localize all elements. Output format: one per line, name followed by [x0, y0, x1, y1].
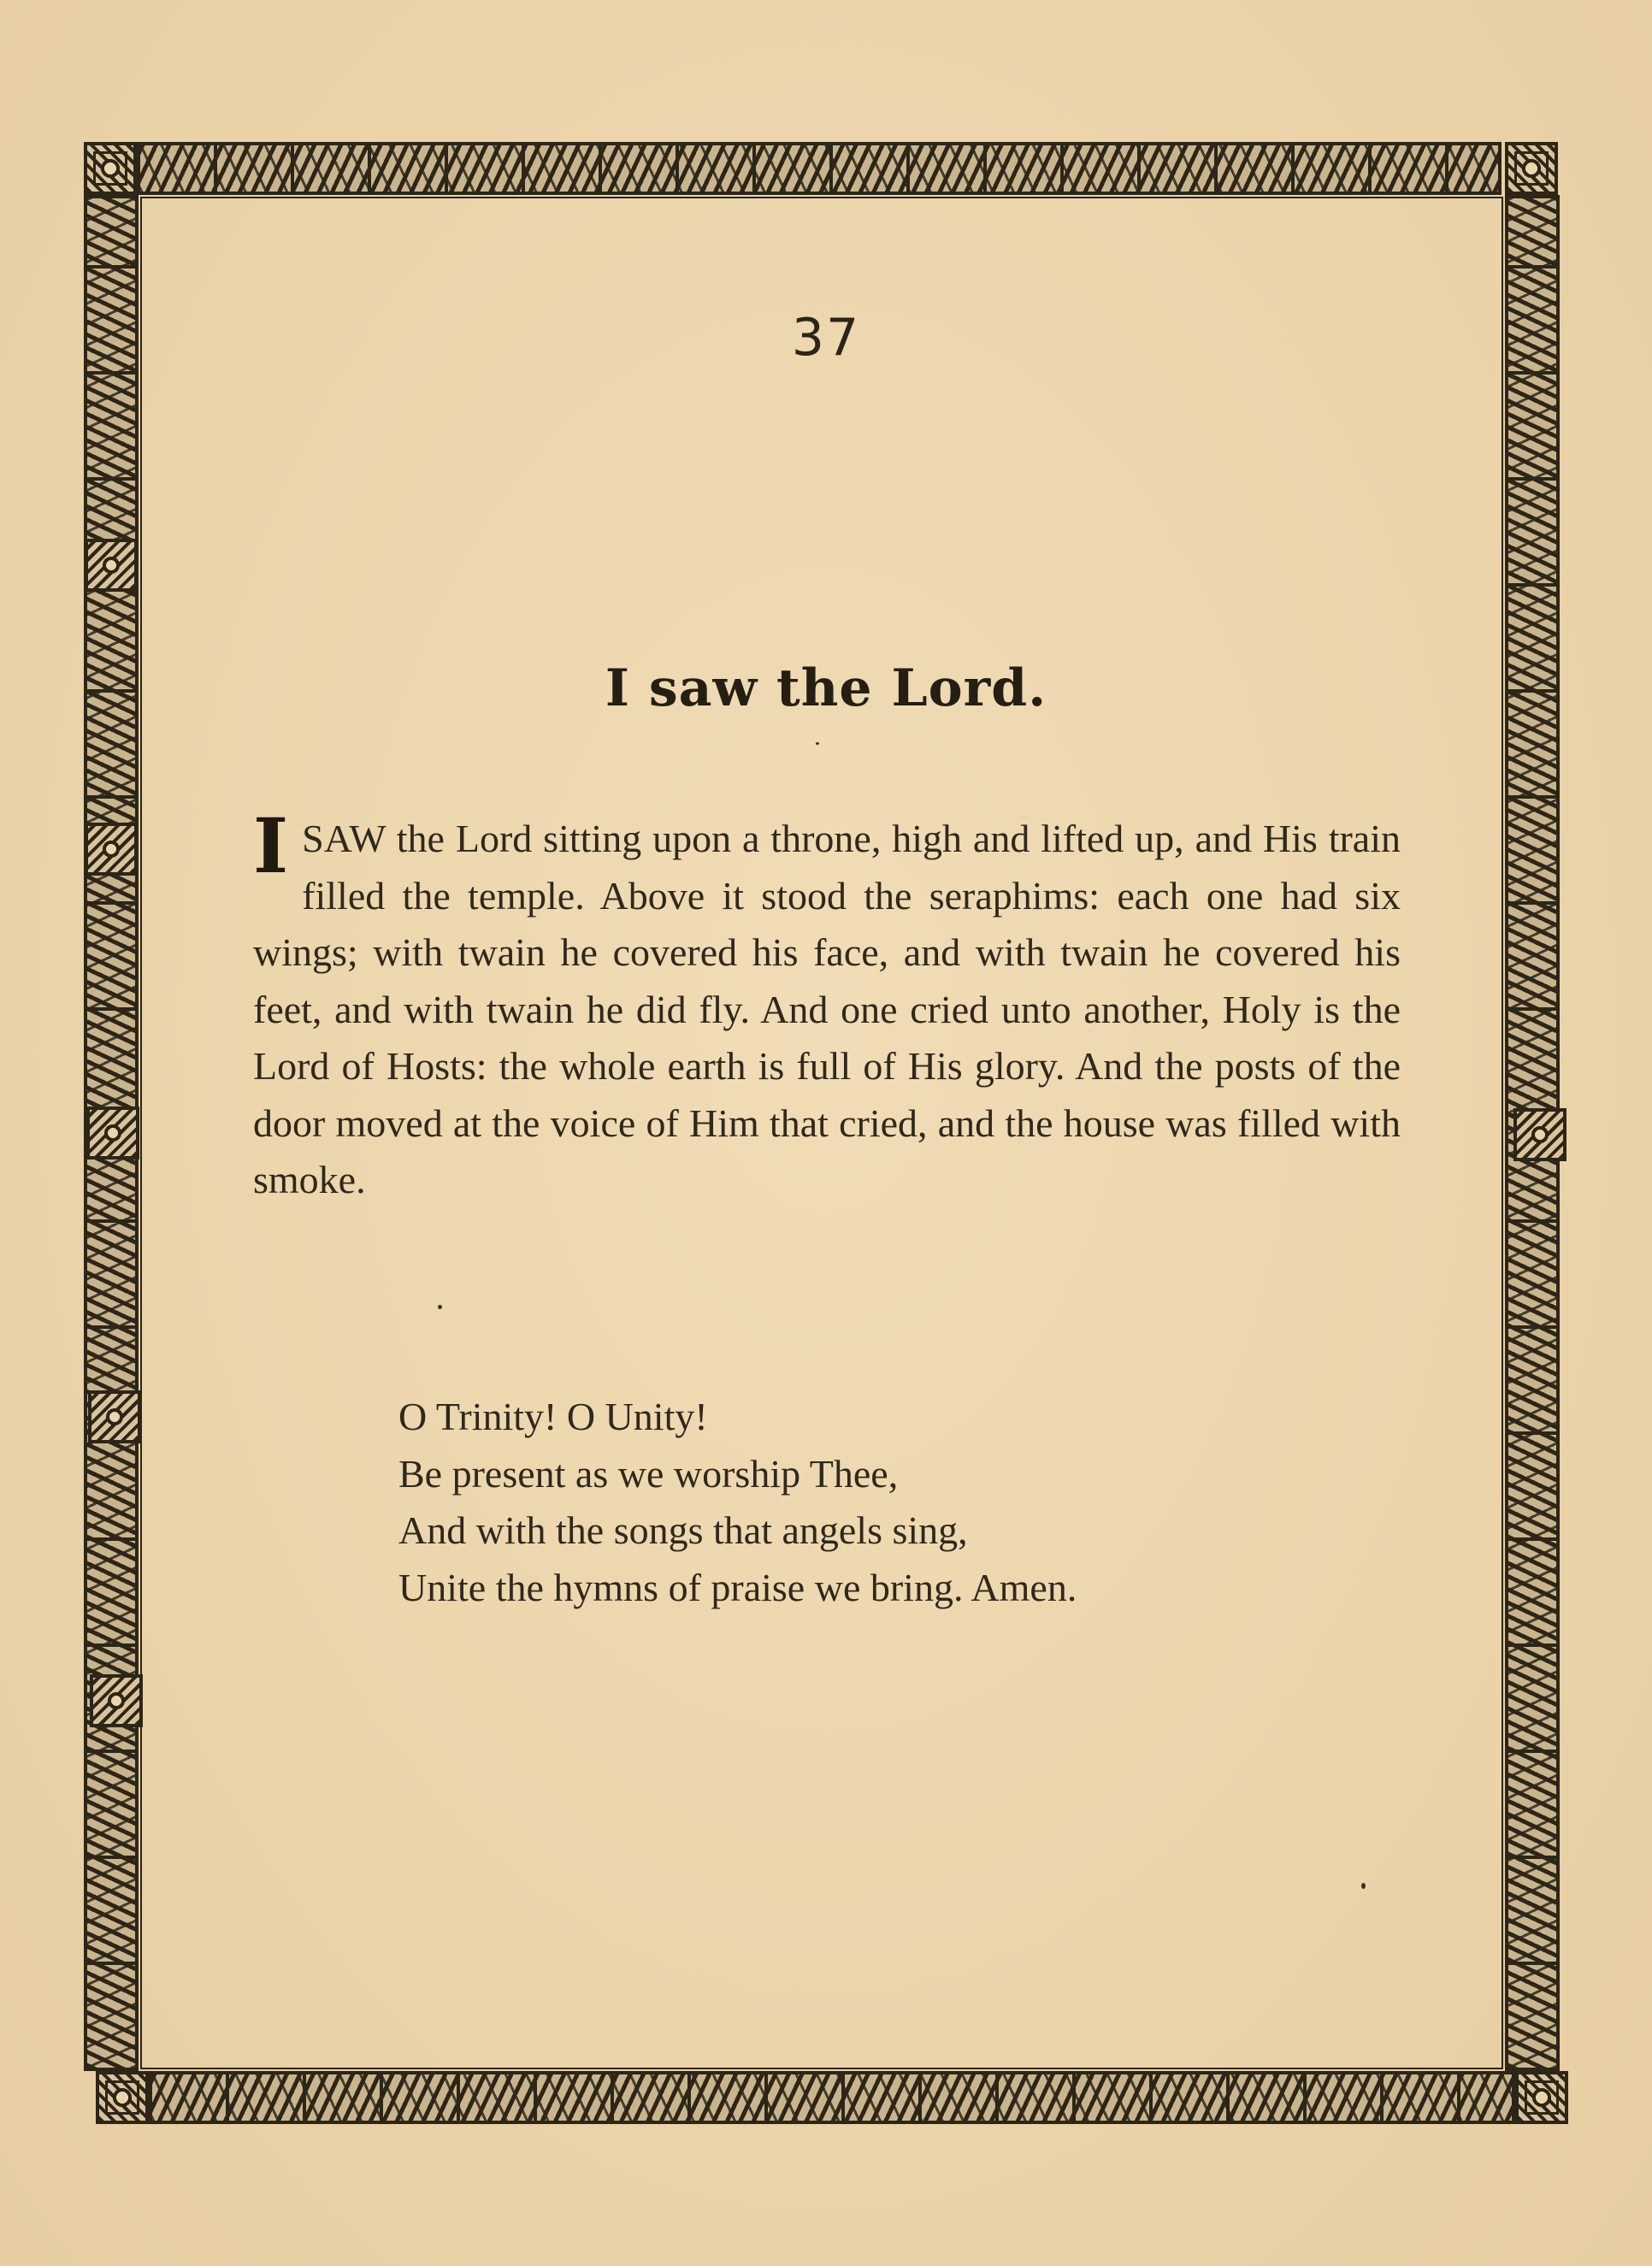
right-band-rosette	[1513, 1108, 1566, 1161]
corner-rosette-top-right	[1505, 142, 1558, 195]
drop-cap-initial: I	[253, 801, 289, 890]
body-text: SAW the Lord sitting upon a throne, high and lifted up, and His train filled the temple. Above it stood the seraphims: each one had six wings; with twain he covered his face, and with twain he covered his feet, and with twain he did fly. And one cried unto another, Holy is the Lord of Hosts: the whole earth is full of His glory. And the posts of the door moved at the voice of Him that cried, and the house was filled with smoke.	[253, 817, 1401, 1201]
border-top-band	[137, 142, 1502, 195]
page-number: 37	[791, 308, 861, 368]
left-band-rosette	[86, 1106, 139, 1160]
corner-rosette-top-left	[84, 142, 137, 195]
verse-line: And with the songs that angels sing,	[398, 1508, 968, 1552]
left-band-rosette	[85, 539, 138, 592]
verse-line: O Trinity! O Unity!	[398, 1395, 708, 1438]
left-band-rosette	[90, 1674, 143, 1727]
paper-speck	[1361, 1883, 1366, 1889]
verse-stanza	[398, 1389, 1077, 1616]
verse-line: Unite the hymns of praise we bring. Amen.	[398, 1565, 1077, 1609]
body-paragraph	[253, 801, 1401, 1209]
paper-speck	[816, 742, 819, 745]
left-band-rosette	[85, 823, 138, 876]
corner-rosette-bottom-left	[96, 2071, 149, 2124]
corner-rosette-bottom-right	[1515, 2071, 1568, 2124]
border-bottom-band	[149, 2071, 1515, 2124]
page-title: I saw the Lord.	[605, 658, 1047, 718]
left-band-rosette	[88, 1390, 141, 1443]
verse-line: Be present as we worship Thee,	[398, 1451, 899, 1496]
paper-speck	[438, 1305, 442, 1309]
